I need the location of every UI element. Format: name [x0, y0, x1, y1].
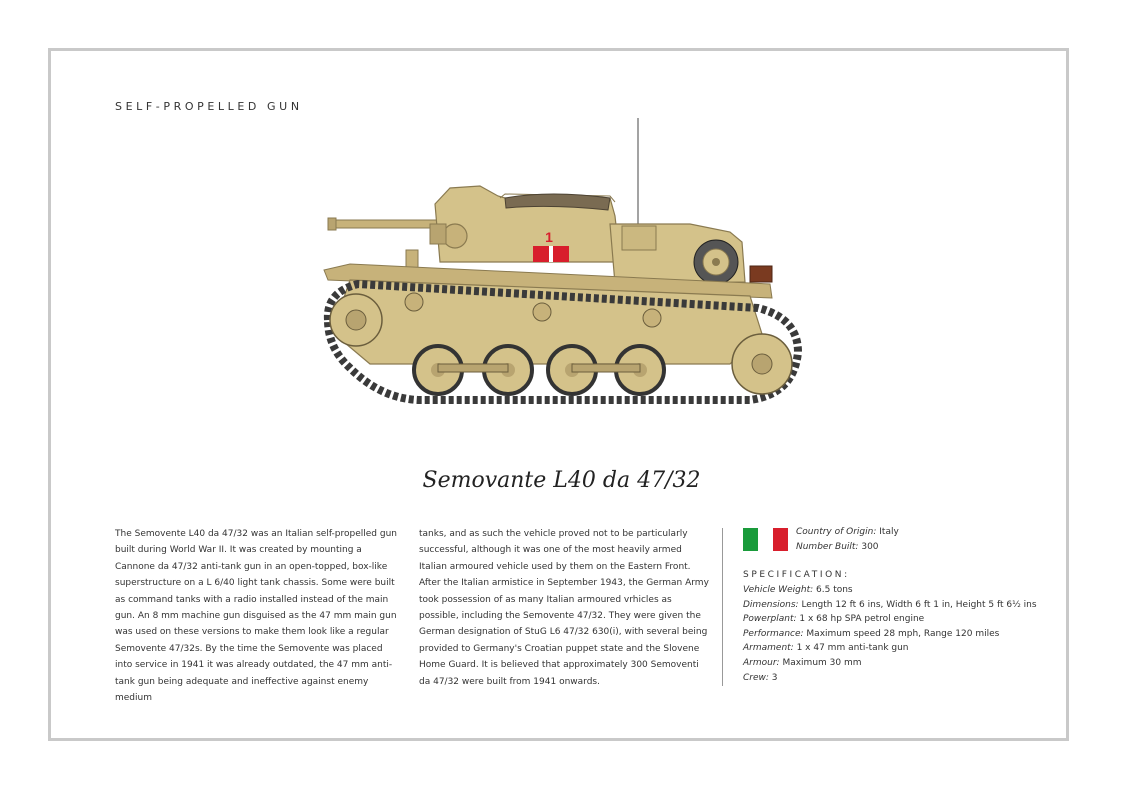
vehicle-marking-number: 1 [545, 229, 553, 245]
country-of-origin: Country of Origin: Italy [796, 527, 899, 537]
specification-heading: SPECIFICATION: [743, 570, 850, 580]
spec-powerplant: Powerplant: 1 x 68 hp SPA petrol engine [743, 614, 925, 625]
description-column-1: The Semovente L40 da 47/32 was an Italian self-propelled gun built during World War II. It was created by mounting a Cannone da 47/32 anti-tank gun in an open-topped, box-like superstructure on a L 6/40 light tank chassis. Some were built as command tanks with a radio installed instead of the main gun. An 8 mm machine gun disguised as the 47 mm main gun was used on these versions to make them look like a regular Semovente 47/32s. By the time the Semovente was placed into service in 1941 it was already outdated, the 47 mm anti-tank gun being adequate and ineffective against enemy medium [115, 529, 397, 704]
spec-performance: Performance: Maximum speed 28 mph, Range 120 miles [743, 628, 1000, 639]
column-divider [722, 528, 723, 686]
spec-weight: Vehicle Weight: 6.5 tons [743, 585, 853, 595]
description-column-2: tanks, and as such the vehicle proved not to be particularly successful, although it was one of the most heavily armed Italian armoured vehicle used by them on the Eastern Front. After the Italian armistice in September 1943, the German Army took possession of as many Italian armoured vrhicles as possible, including the Semovente 47/32. They were given the German designation of StuG L6 47/32 630(i), with several being provided to Germany's Croatian puppet state and the Slovene Home Guard. It is believed that approximately 300 Semoventi da 47/32 were built from 1941 onwards. [419, 529, 709, 687]
number-built: Number Built: 300 [796, 542, 879, 552]
spec-armament: Armament: 1 x 47 mm anti-tank gun [743, 643, 909, 654]
spec-dimensions: Dimensions: Length 12 ft 6 ins, Width 6 ft 1 in, Height 5 ft 6½ ins [743, 599, 1037, 610]
italy-flag-icon [743, 528, 788, 551]
spec-crew: Crew: 3 [743, 672, 778, 683]
spec-armour: Armour: Maximum 30 mm [743, 657, 862, 668]
vehicle-title: Semovante L40 da 47/32 [422, 468, 701, 493]
category-label: SELF-PROPELLED GUN [115, 100, 303, 113]
origin-info [796, 525, 899, 555]
vehicle-illustration [310, 112, 810, 412]
specification-list [743, 583, 1037, 685]
